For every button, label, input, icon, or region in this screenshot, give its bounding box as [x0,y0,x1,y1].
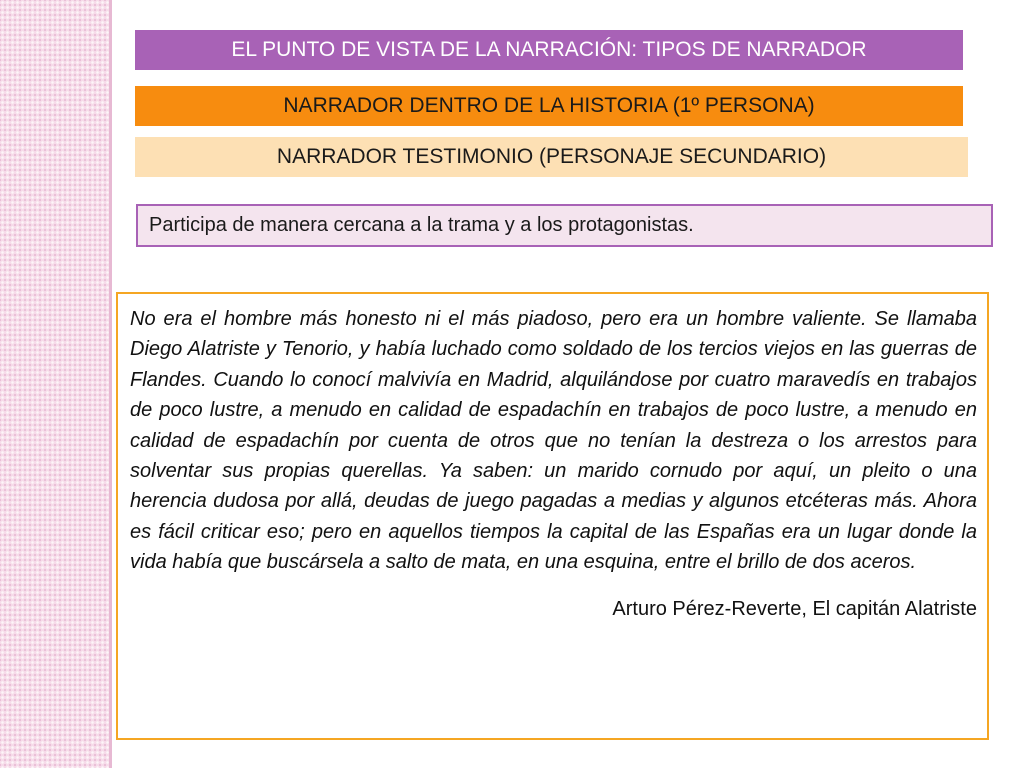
narrator-subtype-text: NARRADOR TESTIMONIO (PERSONAJE SECUNDARIO) [276,145,827,168]
quote-box [116,292,989,740]
slide-title [135,30,963,70]
definition-text: Participa de manera cercana a la trama y a los protagonistas. [149,214,694,236]
slide-title-text: EL PUNTO DE VISTA DE LA NARRACIÓN: TIPOS DE NARRADOR [231,38,867,61]
narrator-type-banner [135,86,963,126]
definition-box [136,204,993,247]
decorative-side-strip [0,0,112,768]
narrator-subtype-banner [135,137,968,177]
quote-text: No era el hombre más honesto ni el más piadoso, pero era un hombre valiente. Se llamaba Diego Alatriste y Tenorio, y había luchado como soldado de los tercios viejos en las guerras de Flandes. Cuando lo conocí malvivía en Madrid, alquilándose por cuatro maravedís en trabajos de poco lustre, a menudo en calidad de espadachín en trabajos de poco lustre, a menudo en calidad de espadachín por cuenta de otros que no tenían la destreza o los arrestos para solventar sus propias querellas. Ya saben: un marido cornudo por aquí, un pleito o una herencia dudosa por allá, deudas de juego pagadas a medias y algunos etcéteras más. Ahora es fácil criticar eso; pero en aquellos tiempos la capital de las Españas era un lugar donde la vida había que buscársela a salto de mata, en una esquina, entre el brillo de dos aceros. [130,308,977,574]
quote-source: Arturo Pérez-Reverte, El capitán Alatriste [612,597,977,620]
narrator-type-text: NARRADOR DENTRO DE LA HISTORIA (1º PERSONA) [283,94,815,117]
